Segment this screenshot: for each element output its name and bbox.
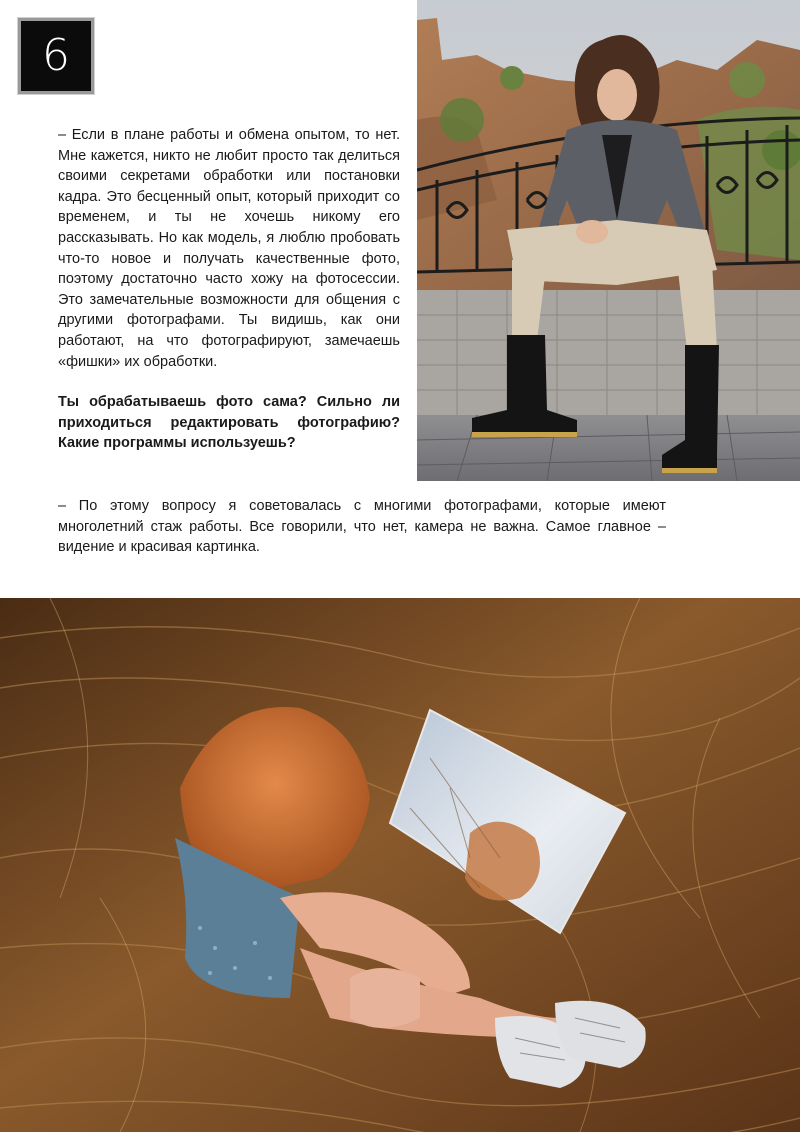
photo-girl-with-mirror <box>0 598 800 1132</box>
column-text <box>58 125 400 454</box>
question-paragraph-2: Ты обрабатываешь фото сама? Сильно ли приходиться редактировать фотографию? Какие программы используешь? <box>58 394 400 452</box>
page-number: 6 <box>42 30 70 81</box>
answer-paragraph-1: – Если в плане работы и обмена опытом, то нет. Мне кажется, никто не любит просто так делиться своими секретами обработки или постановки кадра. Это бесценный опыт, который приходит со временем, и ты не хочешь никому его рассказывать. Но как модель, я люблю пробовать что-то новое и получать качественные фото, поэтому достаточно часто хожу на фотосессии. Это замечательные возможности для общения с другими фотографами. Ты видишь, как они работают, на что фотографируют, замечаешь «фишки» их обработки. <box>58 127 400 370</box>
page-number-badge <box>18 18 94 94</box>
photo-woman-on-wall <box>417 0 800 481</box>
answer-paragraph-2: – По этому вопросу я советовалась с многими фотографами, которые имеют многолетний стаж работы. Все говорили, что нет, камера не важна. Самое главное – видение и красивая картинка. <box>58 498 666 556</box>
wide-text <box>58 496 666 558</box>
